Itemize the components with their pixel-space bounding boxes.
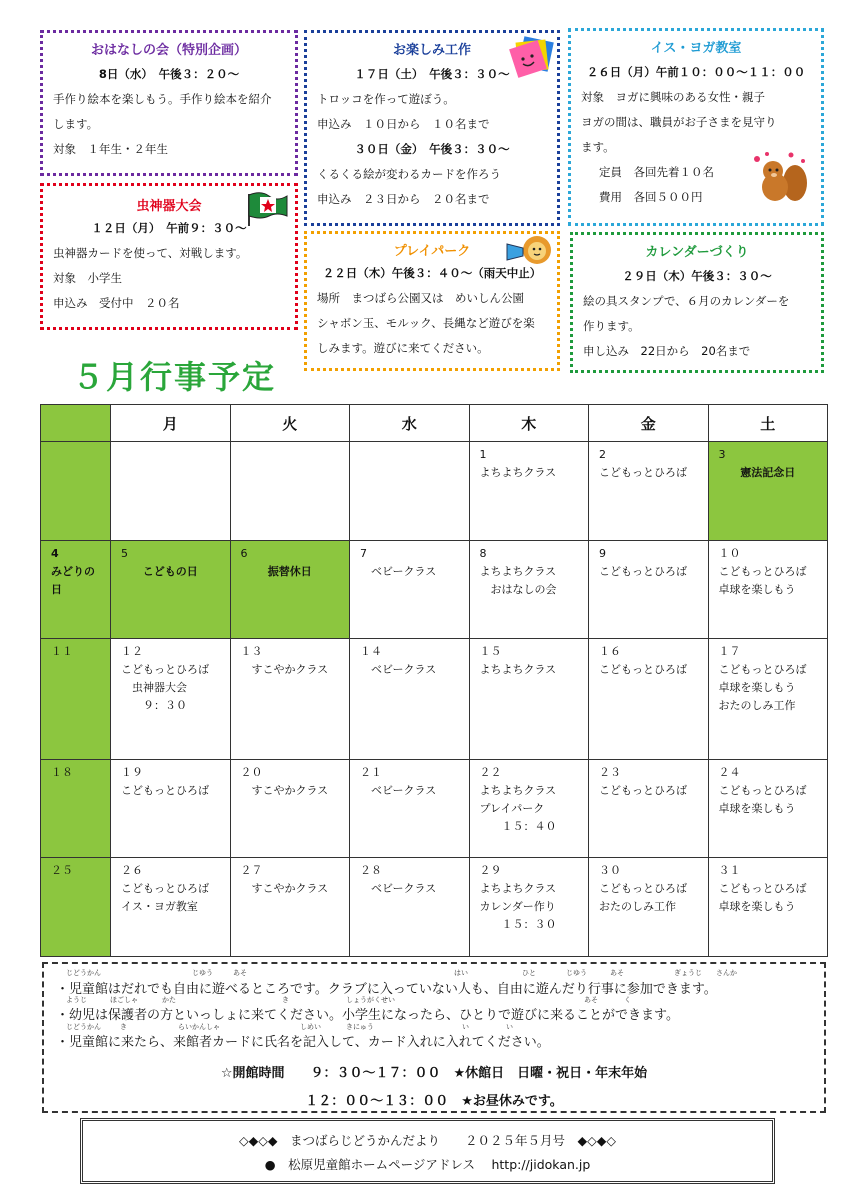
holiday-label: 憲法記念日 [740,466,796,479]
day-number: １４ [360,645,382,659]
event-title: イス・ヨガ教室 [650,41,742,56]
calendar-cell [589,639,709,759]
calendar-cell [230,858,350,957]
calendar-cell [589,442,709,541]
day-events: こどもっとひろば 卓球を楽しもう [718,564,807,596]
calendar-cell [111,858,231,957]
calendar-header-day: 土 [708,405,828,442]
squirrel-icon [747,149,813,209]
day-number: ２０ [240,765,263,779]
event-box-playpark [304,231,560,371]
calendar-cell [350,639,470,759]
day-events: ベビークラス [360,663,437,677]
homepage-address: ● 松原児童館ホームページアドレス http://jidokan.jp [264,1157,591,1172]
event-place: 場所 まつばら公園又は めいしん公園 [317,291,524,305]
calendar-cell [708,639,828,759]
day-events: よちよちクラス おはなしの会 [479,564,557,596]
sunday-label: １１ [51,645,73,659]
day-number: 5 [121,546,128,560]
day-events: こどもっとひろば 卓球を楽しもう おたのしみ工作 [718,663,807,713]
calendar-cell [708,540,828,639]
furigana: しめい [300,1023,321,1031]
event-box-mushi [40,183,298,330]
calendar-cell [708,759,828,858]
day-events: こどもっとひろば [599,783,687,797]
day-number: 3 [718,448,726,461]
day-events: よちよちクラス カレンダー作り １５：３０ [479,882,557,932]
calendar-cell [111,639,231,759]
furigana: じゆう [192,969,213,977]
calendar-week [41,858,828,957]
note-line: ・幼児は保護者の方といっしょに来てください。小学生になったら、ひとりで遊びに来ることができます。 [56,1008,679,1023]
calendar-cell [350,540,470,639]
opening-hours: ☆開館時間 ９：３０～１７：００ ★休館日 日曜・祝日・年末年始 [220,1066,648,1081]
calendar-cell [111,540,231,639]
sunday-label [41,442,110,446]
furigana: く [624,996,631,1004]
day-events: よちよちクラス [479,466,557,479]
day-number: １７ [718,645,741,659]
event-desc: 手作り絵本を楽しもう。手作り絵本を紹介 [53,92,272,106]
event-title: お楽しみ工作 [392,43,471,58]
event-apply: 申し込み 22日から 20名まで [583,344,751,358]
calendar-cell [469,858,589,957]
page-title: ５月行事予定 [72,358,277,396]
flag-icon [243,188,289,228]
calendar-week [41,759,828,858]
day-events: こどもっとひろば [599,466,687,479]
furigana: ひと [522,969,536,977]
sunday-label: ２５ [51,864,73,878]
calendar-cell [111,759,231,858]
day-number: １９ [121,765,143,779]
event-fee: 費用 各回５００円 [599,190,703,204]
day-events: ベビークラス [360,882,437,896]
event-desc: 絵の具スタンプで、６月のカレンダーを [583,294,790,308]
day-events: こどもっとひろば おたのしみ工作 [599,882,687,914]
furigana: じどうかん [66,969,101,977]
day-number: １２ [121,645,143,659]
event-desc: ヨガの間は、職員がお子さまを見守り [581,115,777,129]
furigana: き [120,1023,127,1031]
calendar-week [41,639,828,759]
day-number: ２８ [360,864,382,878]
event-desc: ます。 [581,140,615,154]
day-events: よちよちクラス プレイパーク １５：４０ [479,783,557,833]
day-number: 7 [360,546,367,560]
event-date: 8日（水） 午後３：２０～ [98,67,240,81]
calendar-week [41,540,828,639]
calendar-header-sunday [41,405,111,442]
sunday-label: 4 みどりの 日 [51,546,95,596]
furigana: き [282,996,289,1004]
calendar-cell [350,858,470,957]
furigana: ぎょうじ [674,969,702,977]
calendar-cell [469,759,589,858]
day-events: すこやかクラス [240,783,329,797]
day-number: ２７ [240,864,263,878]
day-number: １３ [240,645,263,659]
day-events: こどもっとひろば [599,564,687,578]
day-number: 6 [240,546,248,560]
day-events: こどもっとひろば イス・ヨガ教室 [121,882,209,914]
furigana: しょうがくせい [346,996,395,1004]
furigana: さんか [716,969,737,977]
day-number: 2 [599,448,606,461]
newsletter-footer [80,1118,775,1184]
event-date: ２２日（木）午後３：４０～（雨天中止） [322,266,542,280]
event-title: 虫神器大会 [136,199,202,214]
furigana: あそ [584,996,598,1004]
calendar-cell [230,759,350,858]
day-number: ２１ [360,765,382,779]
day-number: １０ [718,546,741,560]
event-date: １７日（土） 午後３：３０～ [354,67,510,81]
lion-megaphone-icon [503,234,553,268]
day-number: ２３ [599,765,621,779]
event-capacity: 定員 各回先着１０名 [599,165,714,179]
holiday-label: 振替休日 [267,564,312,578]
day-number: ２９ [479,864,502,878]
event-box-ohanashi [40,30,298,176]
furigana: らいかんしゃ [178,1023,220,1031]
day-events: すこやかクラス [240,663,329,677]
calendar-cell [230,442,350,541]
furigana: じどうかん [66,1023,101,1031]
day-events: ベビークラス [360,564,437,578]
furigana: あそ [233,969,247,977]
calendar-header-day: 水 [350,405,470,442]
day-number: 8 [479,546,487,560]
calendar-cell [230,540,350,639]
furigana: い [462,1023,469,1031]
event-desc: トロッコを作って遊ぼう。 [317,92,455,106]
event-date: ３０日（金） 午後３：３０～ [354,142,510,156]
event-apply: 申込み １０日から １０名まで [317,117,490,131]
calendar-cell [111,442,231,541]
calendar-week [41,442,828,541]
calendar-header-day: 木 [469,405,589,442]
calendar-header-day: 月 [111,405,231,442]
event-title: おはなしの会（特別企画） [90,43,247,58]
event-target: 対象 ヨガに興味のある女性・親子 [581,90,765,104]
calendar-cell-sunday [41,759,111,858]
event-target: 対象 小学生 [53,271,122,285]
day-events: よちよちクラス [479,663,557,677]
day-events: こどもっとひろば 卓球を楽しもう [718,882,807,914]
event-target: 対象 １年生・２年生 [53,142,168,156]
calendar-cell [469,639,589,759]
event-apply: 申込み 受付中 ２０名 [53,296,180,310]
event-desc: しみます。遊びに来てください。 [317,341,489,355]
sunday-label: １８ [51,765,73,779]
info-notes [42,962,826,1113]
event-title: カレンダーづくり [645,245,749,260]
day-number: 9 [599,546,606,560]
furigana: い [506,1023,513,1031]
day-number: ２６ [121,864,143,878]
day-events: こどもっとひろば [121,783,209,797]
furigana: かた [162,996,176,1004]
day-number: １６ [599,645,621,659]
event-date: １２日（月） 午前９：３０～ [91,221,247,235]
day-number: ３１ [718,864,741,878]
day-number: ２４ [718,765,741,779]
furigana: きにゅう [346,1023,374,1031]
newsletter-name: ◇◆◇◆ まつばらじどうかんだより ２０２５年５月号 ◆◇◆◇ [239,1133,616,1148]
furigana: ようじ [66,996,87,1004]
day-events: こどもっとひろば [599,663,687,677]
event-desc: くるくる絵が変わるカードを作ろう [317,167,501,181]
furigana: じゆう [566,969,587,977]
day-number: １５ [479,645,502,659]
holiday-label: こどもの日 [142,564,198,578]
calendar-cell [469,540,589,639]
calendar-cell [469,442,589,541]
calendar-cell [589,540,709,639]
calendar-header-day: 金 [589,405,709,442]
calendar-header-day: 火 [230,405,350,442]
note-line: ・児童館はだれでも自由に遊べるところです。クラブに入っていない人も、自由に遊んだり行事に参加できます。 [56,982,717,997]
day-events: すこやかクラス [240,882,329,896]
day-events: こどもっとひろば 卓球を楽しもう [718,783,807,815]
day-events: ベビークラス [360,783,437,797]
day-events: こどもっとひろば 虫神器大会 ９：３０ [121,663,209,713]
event-desc: 虫神器カードを使って、対戦します。 [53,246,248,260]
event-desc: シャボン玉、モルック、長縄など遊びを楽 [317,316,535,330]
calendar-cell-sunday [41,540,111,639]
day-number: ２２ [479,765,502,779]
calendar-cell [230,639,350,759]
event-box-yoga [568,28,824,226]
event-apply: 申込み ２３日から ２０名まで [317,192,490,206]
origami-paper-icon [507,35,557,79]
furigana: ほごしゃ [110,996,138,1004]
event-box-otanoshimi [304,30,560,226]
event-desc: します。 [53,117,99,131]
calendar-cell-sunday [41,639,111,759]
event-date: ２９日（木）午後３：３０～ [622,269,772,283]
calendar-cell-sunday [41,442,111,541]
monthly-calendar [40,404,828,957]
day-number: ３０ [599,864,621,878]
event-desc: 作ります。 [583,319,640,333]
calendar-cell [708,442,828,541]
furigana: はい [454,969,468,977]
lunch-break: １２：００～１３：００ ★お昼休みです。 [305,1094,563,1109]
calendar-cell [589,858,709,957]
event-date: ２６日（月）午前１０：００～１１：００ [586,65,806,79]
event-title: プレイパーク [393,244,471,259]
calendar-cell [350,442,470,541]
day-number: 1 [479,448,487,461]
calendar-cell-sunday [41,858,111,957]
calendar-cell [589,759,709,858]
calendar-cell [708,858,828,957]
furigana: あそ [610,969,624,977]
calendar-cell [350,759,470,858]
event-box-calendar [570,232,824,373]
note-line: ・児童館に来たら、来館者カードに氏名を記入して、カード入れに入れてください。 [56,1035,550,1050]
